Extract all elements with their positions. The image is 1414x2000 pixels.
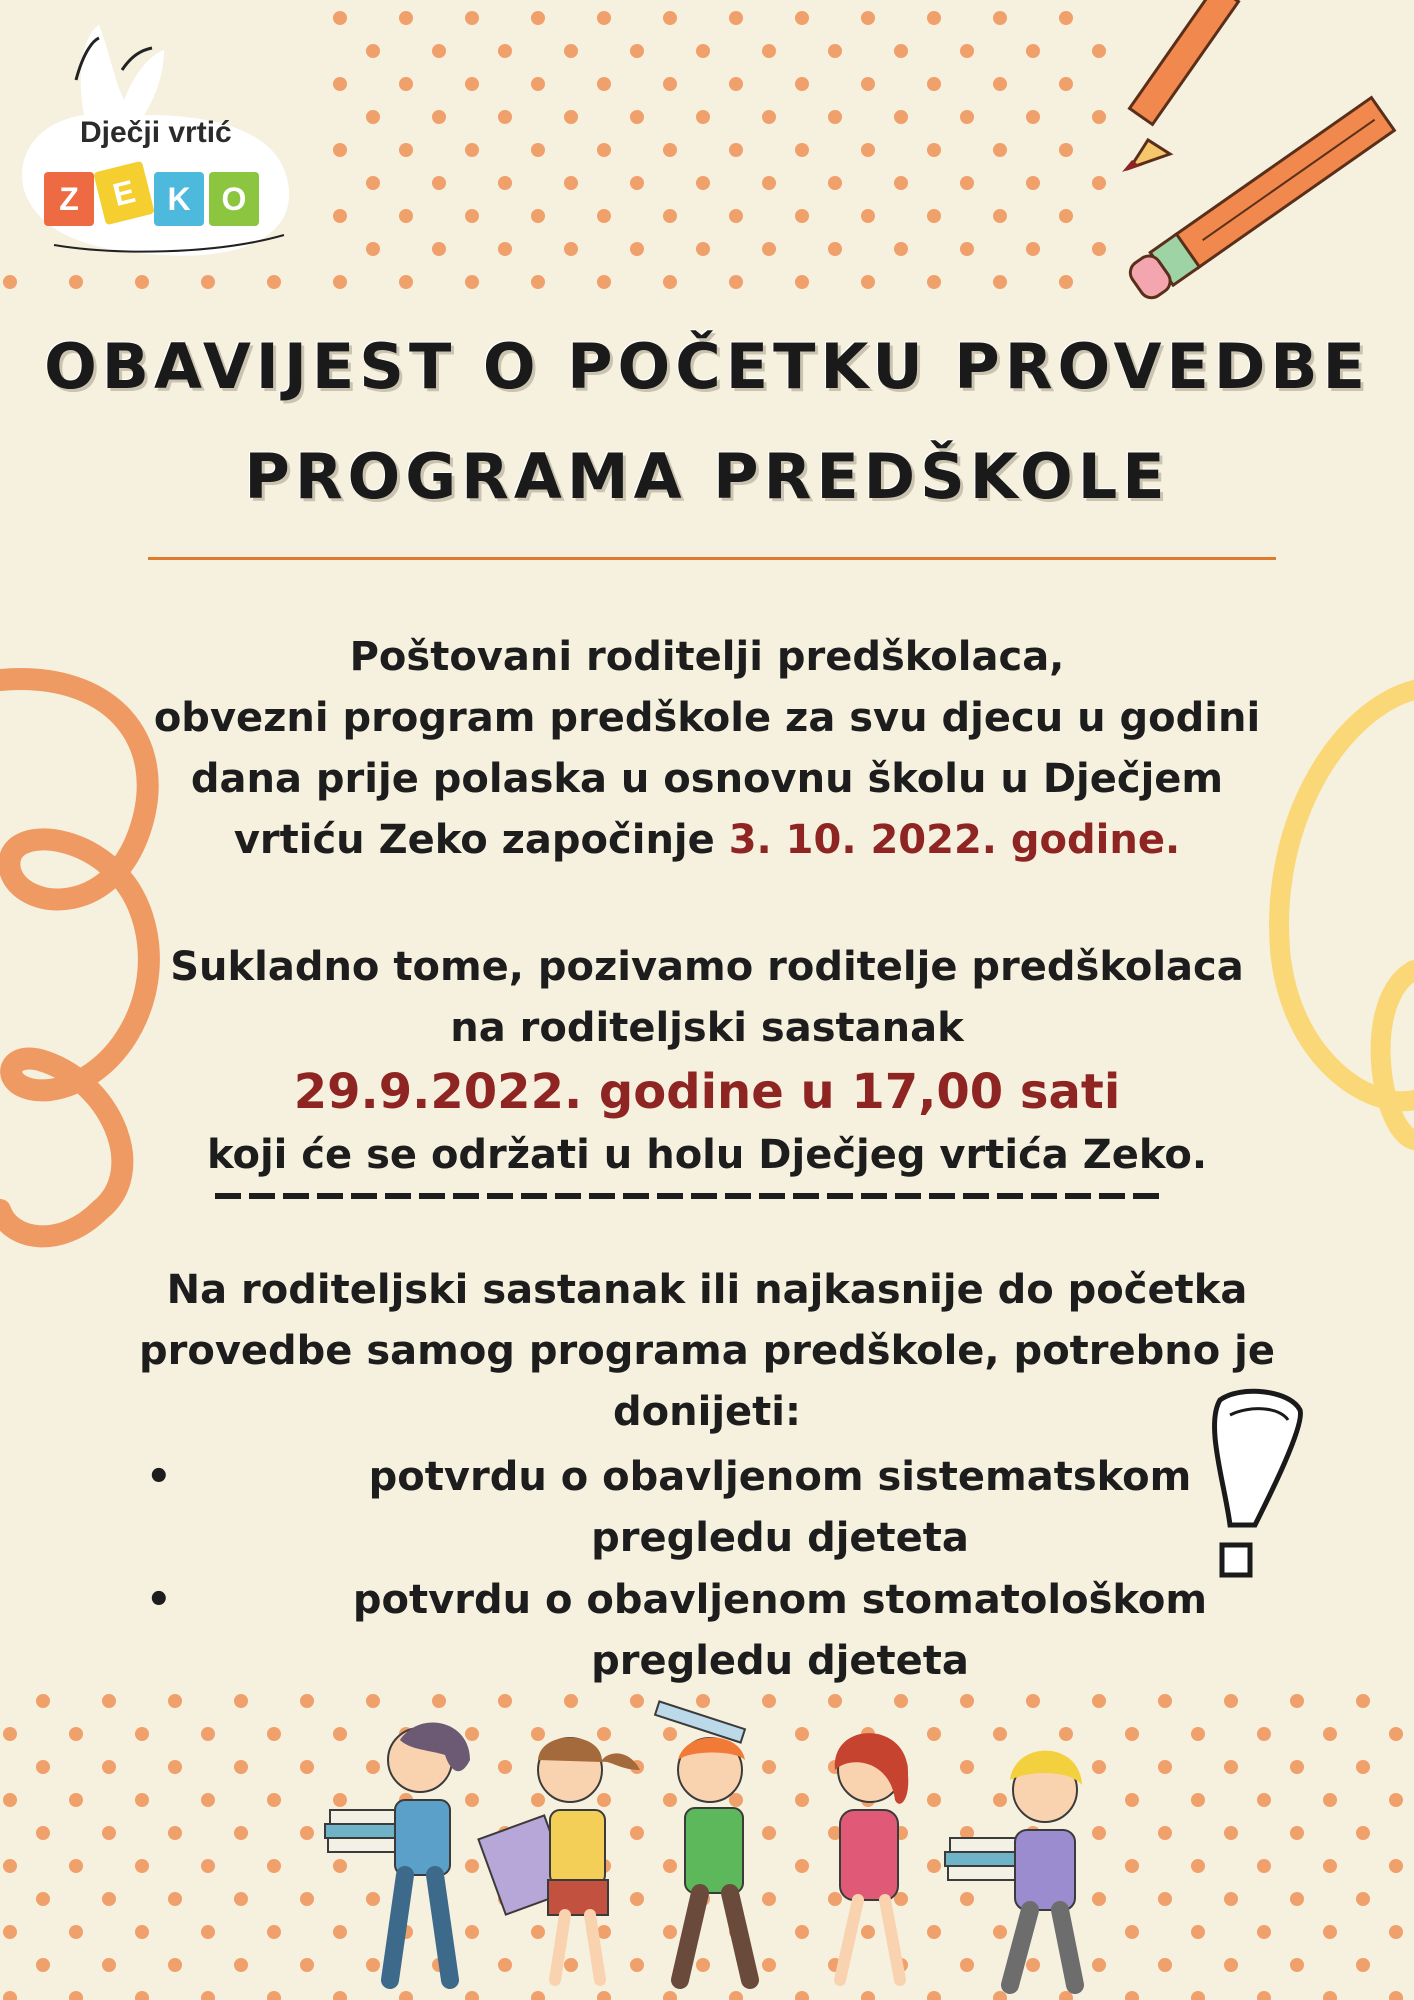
polka-dot xyxy=(399,275,413,289)
polka-dot xyxy=(1323,1793,1337,1807)
polka-dot xyxy=(828,44,842,58)
polka-dot xyxy=(432,176,446,190)
polka-dot xyxy=(663,77,677,91)
polka-dot xyxy=(69,1991,83,2000)
polka-dot xyxy=(465,209,479,223)
children-with-books-illustration xyxy=(310,1700,1130,2000)
documents-line-1: Na roditeljski sastanak ili najkasnije do početka xyxy=(166,1267,1248,1313)
polka-dot xyxy=(597,209,611,223)
polka-dot xyxy=(795,209,809,223)
polka-dot xyxy=(663,209,677,223)
polka-dot xyxy=(828,176,842,190)
intro-line-4 xyxy=(100,810,1314,871)
polka-dot xyxy=(267,1793,281,1807)
meeting-line-2: na roditeljski sastanak xyxy=(450,1005,964,1051)
polka-dot xyxy=(201,275,215,289)
polka-dot xyxy=(36,1694,50,1708)
polka-dot xyxy=(1191,1793,1205,1807)
polka-dot xyxy=(366,176,380,190)
polka-dot xyxy=(1158,1826,1172,1840)
polka-dot xyxy=(564,242,578,256)
polka-dot xyxy=(597,77,611,91)
polka-dot xyxy=(1356,1826,1370,1840)
polka-dot xyxy=(1389,1925,1403,1939)
polka-dot xyxy=(828,242,842,256)
polka-dot xyxy=(432,242,446,256)
polka-dot xyxy=(531,77,545,91)
polka-dot xyxy=(1059,275,1073,289)
polka-dot xyxy=(333,275,347,289)
polka-dot xyxy=(234,1958,248,1972)
polka-dot xyxy=(696,44,710,58)
polka-dot xyxy=(3,1991,17,2000)
pencil-top-icon xyxy=(1122,0,1238,172)
polka-dot xyxy=(3,1925,17,1939)
polka-dot xyxy=(828,110,842,124)
polka-dot xyxy=(795,275,809,289)
documents-paragraph xyxy=(100,1260,1314,1443)
polka-dot xyxy=(366,110,380,124)
polka-dot xyxy=(1389,1793,1403,1807)
logo-block-z: Z xyxy=(44,172,94,226)
polka-dot xyxy=(762,44,776,58)
polka-dot xyxy=(861,143,875,157)
polka-dot xyxy=(564,176,578,190)
intro-line-2: obvezni program predškole za svu djecu u godini xyxy=(153,695,1261,741)
polka-dot xyxy=(36,1958,50,1972)
polka-dot xyxy=(696,110,710,124)
page-title-line2: PROGRAMA PREDŠKOLE xyxy=(244,440,1170,513)
list-item-line-2: pregledu djeteta xyxy=(591,1638,969,1684)
list-item-line-1: potvrdu o obavljenom stomatološkom xyxy=(352,1577,1208,1623)
polka-dot xyxy=(993,209,1007,223)
polka-dot xyxy=(1092,176,1106,190)
polka-dot xyxy=(69,1727,83,1741)
polka-dot xyxy=(333,11,347,25)
polka-dot xyxy=(960,110,974,124)
polka-dot xyxy=(1059,11,1073,25)
polka-dot xyxy=(696,176,710,190)
polka-dot xyxy=(399,77,413,91)
polka-dot xyxy=(531,209,545,223)
polka-dot xyxy=(1356,1760,1370,1774)
polka-dot xyxy=(894,176,908,190)
meeting-paragraph xyxy=(100,937,1314,1186)
polka-dot xyxy=(432,110,446,124)
polka-dot xyxy=(894,110,908,124)
polka-dot xyxy=(69,1859,83,1873)
polka-dot xyxy=(399,209,413,223)
polka-dot xyxy=(1224,1826,1238,1840)
polka-dot xyxy=(1257,1925,1271,1939)
polka-dot xyxy=(102,1958,116,1972)
list-item-line-2: pregledu djeteta xyxy=(591,1515,969,1561)
polka-dot xyxy=(630,242,644,256)
polka-dot xyxy=(1026,110,1040,124)
polka-dot xyxy=(36,1760,50,1774)
polka-dot xyxy=(69,1793,83,1807)
polka-dot xyxy=(564,110,578,124)
polka-dot xyxy=(1356,1958,1370,1972)
polka-dot xyxy=(1290,1958,1304,1972)
polka-dot xyxy=(1257,1991,1271,2000)
polka-dot xyxy=(366,44,380,58)
polka-dot xyxy=(267,1859,281,1873)
list-item-line-1: potvrdu o obavljenom sistematskom xyxy=(368,1454,1192,1500)
polka-dot xyxy=(135,1991,149,2000)
polka-dot xyxy=(498,110,512,124)
pencils-illustration xyxy=(1110,0,1414,310)
intro-line-4-text: vrtiću Zeko započinje xyxy=(233,817,729,863)
title-divider xyxy=(148,557,1276,560)
polka-dot xyxy=(102,1892,116,1906)
polka-dot xyxy=(894,44,908,58)
polka-dot xyxy=(168,1892,182,1906)
polka-dot xyxy=(1290,1760,1304,1774)
polka-dot xyxy=(795,143,809,157)
polka-dot xyxy=(1092,110,1106,124)
polka-dot xyxy=(1224,1958,1238,1972)
polka-dot xyxy=(927,11,941,25)
intro-paragraph xyxy=(100,627,1314,871)
polka-dot xyxy=(1290,1694,1304,1708)
polka-dot xyxy=(993,275,1007,289)
polka-dot xyxy=(1257,1859,1271,1873)
polka-dot xyxy=(168,1694,182,1708)
child-5-icon xyxy=(1010,1751,1082,1985)
polka-dot xyxy=(201,1859,215,1873)
polka-dot xyxy=(1257,1793,1271,1807)
polka-dot xyxy=(135,275,149,289)
polka-dot xyxy=(1026,176,1040,190)
polka-dot xyxy=(333,143,347,157)
list-item xyxy=(130,1570,1208,1692)
page-title-line1: OBAVIJEST O POČETKU PROVEDBE xyxy=(44,330,1370,403)
polka-dot xyxy=(861,77,875,91)
polka-dot xyxy=(168,1760,182,1774)
polka-dot xyxy=(597,11,611,25)
polka-dot xyxy=(168,1958,182,1972)
polka-dot xyxy=(267,1925,281,1939)
polka-dot xyxy=(927,143,941,157)
polka-dot xyxy=(399,143,413,157)
polka-dot xyxy=(993,11,1007,25)
polka-dot xyxy=(1191,1727,1205,1741)
polka-dot xyxy=(3,275,17,289)
polka-dot xyxy=(1356,1694,1370,1708)
polka-dot xyxy=(201,1727,215,1741)
polka-dot xyxy=(1389,1859,1403,1873)
documents-line-2: provedbe samog programa predškole, potrebno je xyxy=(138,1328,1275,1374)
polka-dot xyxy=(69,275,83,289)
polka-dot xyxy=(201,1793,215,1807)
intro-line-1: Poštovani roditelji predškolaca, xyxy=(349,634,1065,680)
child-1-icon xyxy=(325,1723,470,1980)
polka-dot xyxy=(762,242,776,256)
kindergarten-logo xyxy=(14,20,314,260)
polka-dot xyxy=(234,1892,248,1906)
polka-dot xyxy=(795,11,809,25)
polka-dot xyxy=(432,44,446,58)
program-start-date: 3. 10. 2022. godine. xyxy=(728,817,1181,863)
polka-dot xyxy=(1158,1760,1172,1774)
polka-dot xyxy=(498,242,512,256)
polka-dot xyxy=(927,209,941,223)
child-3-icon xyxy=(655,1701,750,1980)
polka-dot xyxy=(498,44,512,58)
polka-dot xyxy=(1026,44,1040,58)
polka-dot xyxy=(1059,209,1073,223)
polka-dot xyxy=(333,209,347,223)
polka-dot xyxy=(1323,1991,1337,2000)
polka-dot xyxy=(234,1760,248,1774)
polka-dot xyxy=(663,143,677,157)
polka-dot xyxy=(465,143,479,157)
polka-dot xyxy=(1026,242,1040,256)
polka-dot xyxy=(1290,1826,1304,1840)
polka-dot xyxy=(1224,1760,1238,1774)
child-2-icon xyxy=(478,1738,640,1981)
polka-dot xyxy=(1323,1727,1337,1741)
polka-dot xyxy=(564,44,578,58)
polka-dot xyxy=(201,1925,215,1939)
polka-dot xyxy=(1059,77,1073,91)
polka-dot xyxy=(1059,143,1073,157)
polka-dot xyxy=(201,1991,215,2000)
polka-dot xyxy=(36,1892,50,1906)
polka-dot xyxy=(762,110,776,124)
list-item-text xyxy=(280,1447,1280,1569)
polka-dot xyxy=(861,11,875,25)
polka-dot xyxy=(1389,1727,1403,1741)
polka-dot xyxy=(3,1859,17,1873)
polka-dot xyxy=(894,242,908,256)
polka-dot xyxy=(861,275,875,289)
polka-dot xyxy=(597,143,611,157)
bullet-icon: • xyxy=(146,1577,172,1623)
polka-dot xyxy=(1092,44,1106,58)
polka-dot xyxy=(960,242,974,256)
polka-dot xyxy=(762,176,776,190)
polka-dot xyxy=(333,77,347,91)
polka-dot xyxy=(1224,1892,1238,1906)
polka-dot xyxy=(993,77,1007,91)
polka-dot xyxy=(1191,1991,1205,2000)
polka-dot xyxy=(729,11,743,25)
polka-dot xyxy=(531,143,545,157)
meeting-line-1: Sukladno tome, pozivamo roditelje predškolaca xyxy=(170,944,1244,990)
polka-dot xyxy=(927,77,941,91)
polka-dot xyxy=(465,77,479,91)
polka-dot xyxy=(1191,1925,1205,1939)
polka-dot xyxy=(3,1727,17,1741)
polka-dot xyxy=(465,11,479,25)
polka-dot xyxy=(498,176,512,190)
polka-dot xyxy=(267,275,281,289)
polka-dot xyxy=(1158,1958,1172,1972)
polka-dot xyxy=(102,1694,116,1708)
polka-dot xyxy=(69,1925,83,1939)
polka-dot xyxy=(630,110,644,124)
polka-dot xyxy=(531,275,545,289)
logo-block-e: E xyxy=(93,161,155,225)
polka-dot xyxy=(234,1826,248,1840)
polka-dot xyxy=(102,1760,116,1774)
polka-dot xyxy=(267,1991,281,2000)
polka-dot xyxy=(663,11,677,25)
polka-dot xyxy=(36,1826,50,1840)
meeting-location: koji će se održati u holu Dječjeg vrtića Zeko. xyxy=(206,1132,1208,1178)
polka-dot xyxy=(663,275,677,289)
polka-dot xyxy=(960,44,974,58)
polka-dot xyxy=(399,11,413,25)
child-4-icon xyxy=(835,1733,1032,1980)
logo-block-k: K xyxy=(154,172,204,226)
polka-dot xyxy=(729,143,743,157)
polka-dot xyxy=(267,1727,281,1741)
polka-dot xyxy=(696,242,710,256)
list-item xyxy=(130,1447,1200,1569)
polka-dot xyxy=(135,1793,149,1807)
polka-dot xyxy=(366,242,380,256)
polka-dot xyxy=(795,77,809,91)
polka-dot xyxy=(1191,1859,1205,1873)
polka-dot xyxy=(135,1925,149,1939)
polka-dot xyxy=(168,1826,182,1840)
polka-dot xyxy=(135,1859,149,1873)
polka-dot xyxy=(234,1694,248,1708)
documents-line-3: donijeti: xyxy=(613,1389,801,1435)
dashed-underline xyxy=(215,1193,1165,1199)
polka-dot xyxy=(960,176,974,190)
intro-line-3: dana prije polaska u osnovnu školu u Dječjem xyxy=(190,756,1224,802)
polka-dot xyxy=(1158,1892,1172,1906)
pencil-bottom-icon xyxy=(1126,98,1395,303)
polka-dot xyxy=(993,143,1007,157)
polka-dot xyxy=(630,44,644,58)
polka-dot xyxy=(1323,1859,1337,1873)
polka-dot xyxy=(531,11,545,25)
meeting-datetime: 29.9.2022. godine u 17,00 sati xyxy=(293,1064,1121,1120)
polka-dot xyxy=(1092,242,1106,256)
polka-dot xyxy=(1257,1727,1271,1741)
polka-dot xyxy=(927,275,941,289)
polka-dot xyxy=(729,77,743,91)
polka-dot xyxy=(597,275,611,289)
polka-dot xyxy=(135,1727,149,1741)
polka-dot xyxy=(1158,1694,1172,1708)
polka-dot xyxy=(3,1793,17,1807)
bullet-icon: • xyxy=(146,1454,172,1500)
polka-dot xyxy=(1224,1694,1238,1708)
polka-dot xyxy=(1356,1892,1370,1906)
polka-dot xyxy=(1323,1925,1337,1939)
logo-title: Dječji vrtić xyxy=(80,116,232,149)
polka-dot xyxy=(630,176,644,190)
polka-dot xyxy=(102,1826,116,1840)
list-item-text xyxy=(280,1570,1280,1692)
polka-dot xyxy=(729,209,743,223)
polka-dot xyxy=(861,209,875,223)
polka-dot xyxy=(1290,1892,1304,1906)
polka-dot xyxy=(729,275,743,289)
polka-dot xyxy=(1389,1991,1403,2000)
polka-dot xyxy=(465,275,479,289)
logo-block-o: O xyxy=(209,172,259,226)
